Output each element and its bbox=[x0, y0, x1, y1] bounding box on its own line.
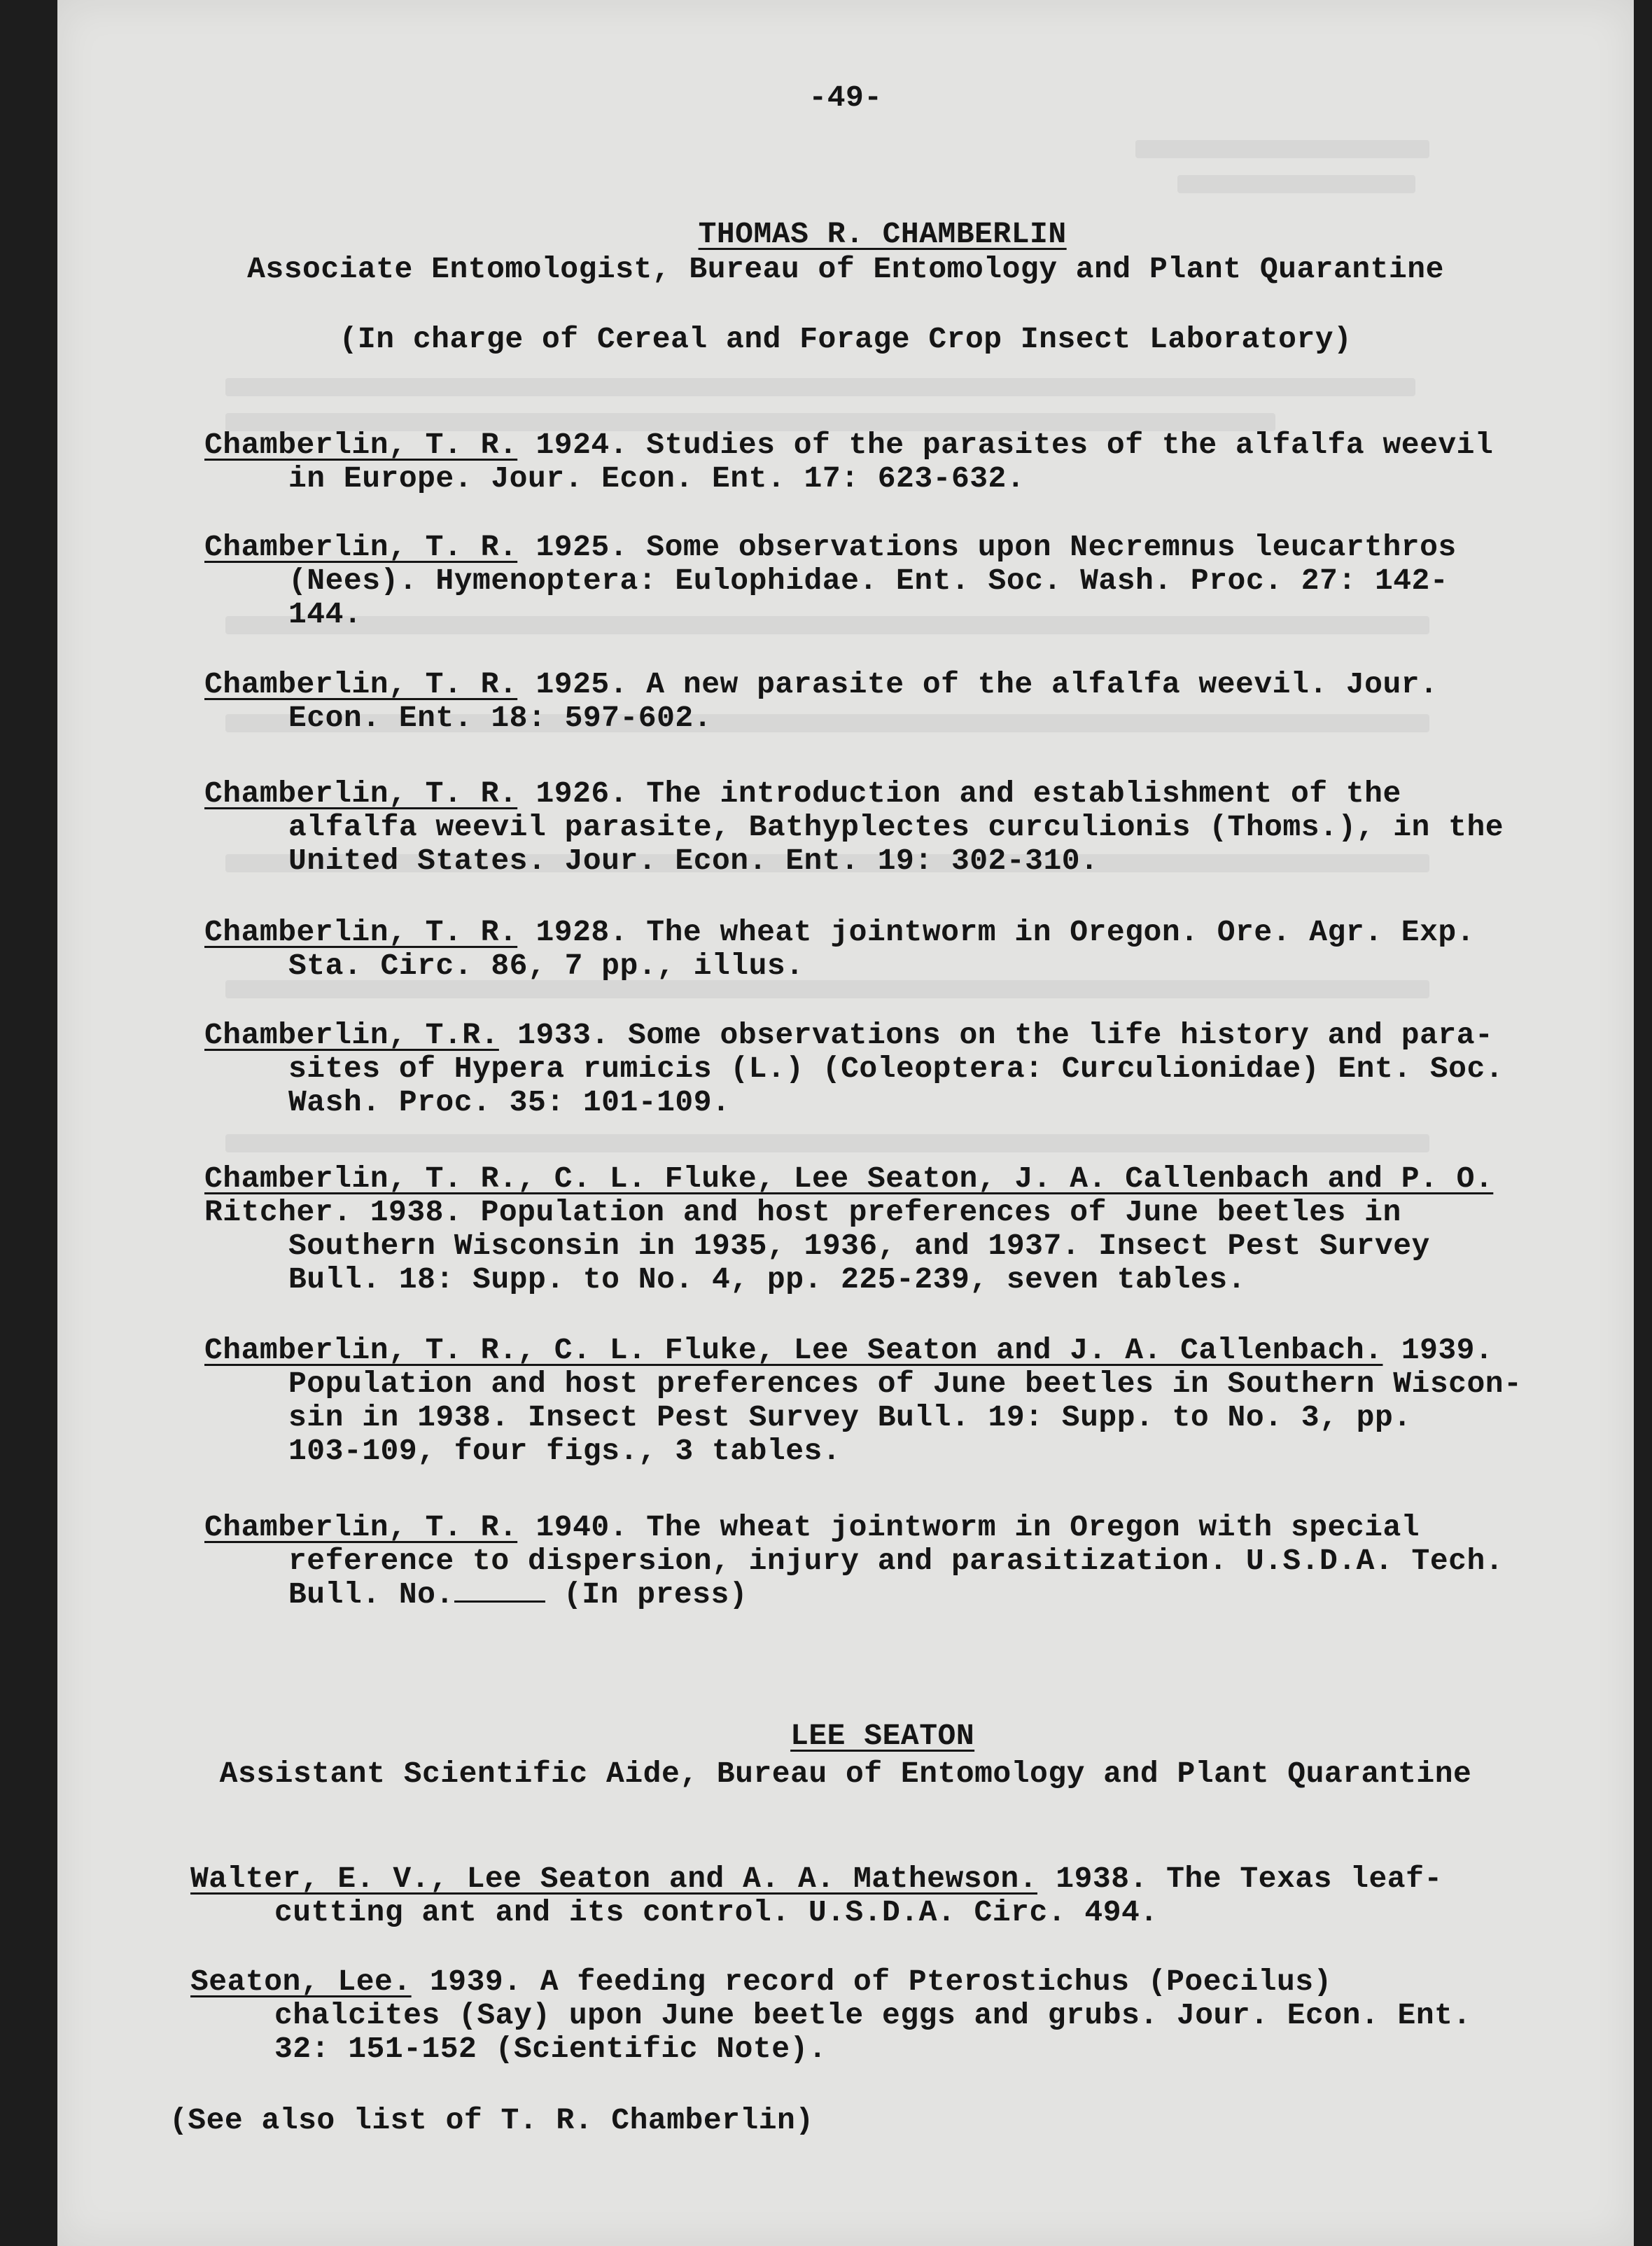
reference-author: Walter, E. V., Lee Seaton and A. A. Mathewson. bbox=[190, 1862, 1037, 1896]
bleed-through bbox=[1135, 140, 1429, 158]
reference-author: Chamberlin, T.R. bbox=[204, 1018, 499, 1052]
section-subtitle: Assistant Scientific Aide, Bureau of Entomology and Plant Quarantine bbox=[219, 1757, 1472, 1791]
reference-author: Chamberlin, T. R. bbox=[204, 667, 518, 702]
reference-entry: Chamberlin, T.R. 1933. Some observations on the life history and para- sites of Hypera rumicis (L.) (Coleoptera: Curculionidae) Ent. Soc. Wash. Proc. 35: 101-109. bbox=[204, 1018, 1504, 1119]
reference-entry: Chamberlin, T. R. 1925. A new parasite of the alfalfa weevil. Jour. Econ. Ent. 18: 597-602. bbox=[204, 667, 1438, 735]
bleed-through bbox=[225, 1134, 1429, 1152]
reference-entry: Seaton, Lee. 1939. A feeding record of Pterostichus (Poecilus) chalcites (Say) upon June beetle eggs and grubs. Jour. Econ. Ent. 32: 151-152 (Scientific Note). bbox=[190, 1965, 1471, 2066]
bleed-through bbox=[225, 378, 1415, 396]
reference-entry: Chamberlin, T. R. 1924. Studies of the parasites of the alfalfa weevil in Europe. Jour. Econ. Ent. 17: 623-632. bbox=[204, 428, 1494, 496]
section-subtitle: Associate Entomologist, Bureau of Entomology and Plant Quarantine bbox=[247, 252, 1444, 286]
section-heading-text: THOMAS R. CHAMBERLIN bbox=[698, 217, 1067, 251]
reference-author: Chamberlin, T. R., C. L. Fluke, Lee Seaton and J. A. Callenbach. bbox=[204, 1333, 1383, 1367]
cross-reference-note: (See also list of T. R. Chamberlin) bbox=[169, 2103, 814, 2137]
document-page bbox=[57, 0, 1634, 2246]
blank-fill-line bbox=[454, 1579, 545, 1603]
reference-entry: Chamberlin, T. R. 1940. The wheat jointworm in Oregon with special reference to dispersion, injury and parasitization. U.S.D.A. Tech. Bull. No. (In press) bbox=[204, 1510, 1504, 1612]
reference-author: Chamberlin, T. R. bbox=[204, 428, 518, 462]
reference-entry: Chamberlin, T. R., C. L. Fluke, Lee Seaton and J. A. Callenbach. 1939. Population and host preferences of June beetles in Southern Wiscon- sin in 1938. Insect Pest Survey Bull. 19: Supp. to No. 3, pp. 103-109, four figs., 3 tables. bbox=[204, 1333, 1522, 1468]
reference-entry: Walter, E. V., Lee Seaton and A. A. Mathewson. 1938. The Texas leaf- cutting ant and its control. U.S.D.A. Circ. 494. bbox=[190, 1862, 1443, 1930]
page-number: -49- bbox=[808, 81, 883, 115]
section-heading-text: LEE SEATON bbox=[790, 1719, 975, 1753]
reference-entry: Chamberlin, T. R. 1925. Some observations upon Necremnus leucarthros (Nees). Hymenoptera: Eulophidae. Ent. Soc. Wash. Proc. 27: 142- 144. bbox=[204, 530, 1457, 632]
reference-author: Seaton, Lee. bbox=[190, 1965, 412, 1999]
reference-author: Chamberlin, T. R. bbox=[204, 1510, 518, 1544]
reference-entry: Chamberlin, T. R. 1926. The introduction and establishment of the alfalfa weevil parasite, Bathyplectes curculionis (Thoms.), in the United States. Jour. Econ. Ent. 19: 302-310. bbox=[204, 776, 1504, 878]
reference-author: Chamberlin, T. R., C. L. Fluke, Lee Seaton, J. A. Callenbach and P. O. bbox=[204, 1162, 1494, 1196]
section-subtitle-2: (In charge of Cereal and Forage Crop Insect Laboratory) bbox=[339, 322, 1352, 356]
reference-author: Chamberlin, T. R. bbox=[204, 776, 518, 811]
reference-entry: Chamberlin, T. R., C. L. Fluke, Lee Seaton, J. A. Callenbach and P. O. Ritcher. 1938. Population and host preferences of June beetles in Southern Wisconsin in 1935, 1936, and 1937. Insect Pest Survey Bull. 18: Supp. to No. 4, pp. 225-239, seven tables. bbox=[204, 1162, 1494, 1297]
reference-author: Chamberlin, T. R. bbox=[204, 530, 518, 564]
reference-entry: Chamberlin, T. R. 1928. The wheat jointworm in Oregon. Ore. Agr. Exp. Sta. Circ. 86, 7 pp., illus. bbox=[204, 915, 1475, 983]
reference-author: Chamberlin, T. R. bbox=[204, 915, 518, 949]
